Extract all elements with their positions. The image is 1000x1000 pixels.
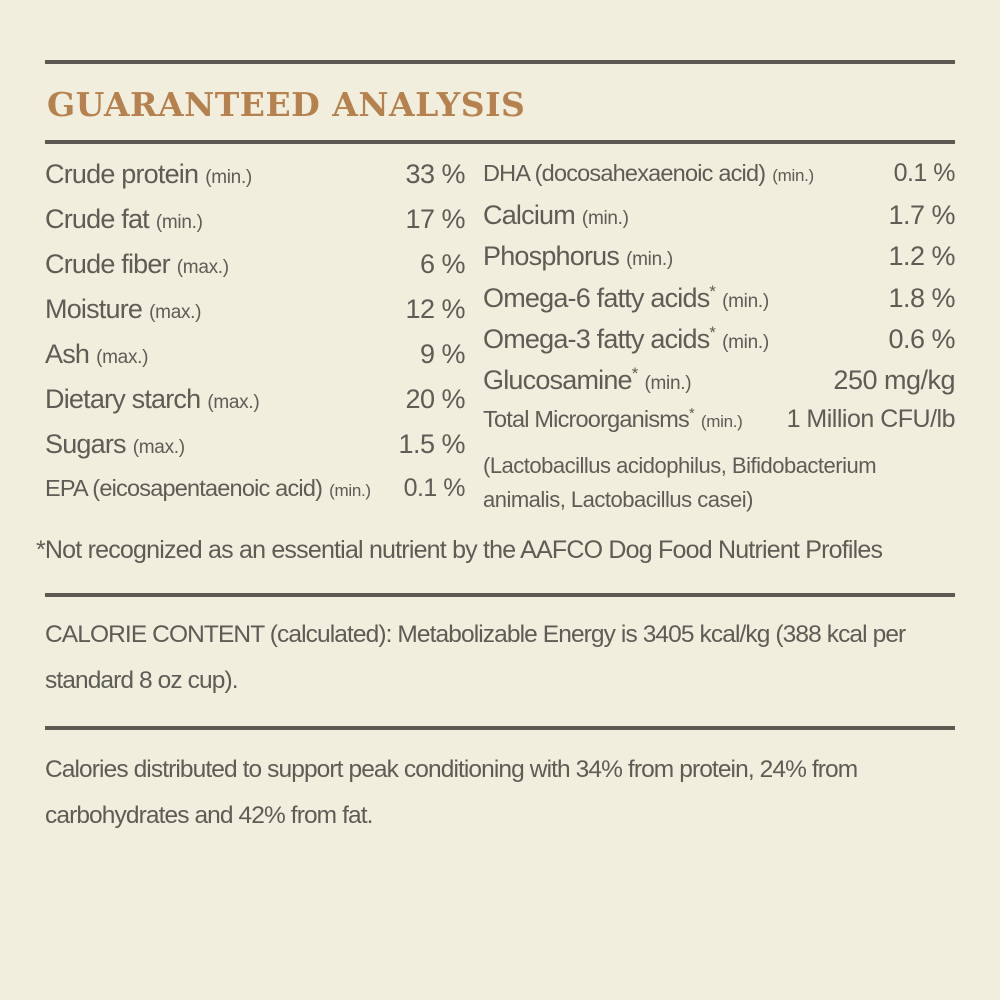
nutrient-label	[45, 429, 185, 460]
nutrient-row	[45, 429, 465, 474]
nutrient-value: 250 mg/kg	[833, 365, 955, 395]
nutrient-qualifier: (max.)	[132, 437, 185, 458]
nutrient-label	[483, 364, 691, 396]
nutrient-value: 0.1 %	[893, 159, 955, 187]
nutrient-name: EPA (eicosapentaenoic acid)	[45, 475, 323, 501]
nutrient-label	[483, 323, 769, 355]
footnote-asterisk-mark: *	[631, 364, 638, 383]
nutrient-value: 33 %	[405, 159, 465, 189]
nutrient-qualifier: (min.)	[700, 412, 743, 431]
calorie-divider	[45, 593, 955, 597]
nutrient-row	[483, 200, 955, 241]
nutrient-row	[45, 339, 465, 384]
nutrient-value: 1.7 %	[888, 200, 955, 230]
nutrient-qualifier: (min.)	[722, 291, 769, 312]
nutrient-qualifier: (min.)	[205, 167, 252, 188]
heading-divider	[45, 140, 955, 144]
nutrient-row	[45, 159, 465, 204]
nutrient-row	[483, 241, 955, 282]
nutrient-qualifier: (max.)	[149, 302, 202, 323]
nutrient-name: Omega-3 fatty acids*	[483, 323, 716, 354]
nutrient-value: 12 %	[405, 294, 465, 324]
nutrient-label	[45, 384, 259, 415]
nutrient-label	[45, 159, 252, 190]
nutrient-table	[45, 159, 955, 519]
footnote-asterisk-mark: *	[689, 406, 694, 423]
nutrient-label	[483, 406, 743, 433]
footnote-asterisk-mark: *	[709, 323, 716, 342]
calorie-distribution-text: Calories distributed to support peak conditioning with 34% from protein, 24% from carbohydrates and 42% from fat.	[45, 756, 858, 829]
nutrient-row	[45, 384, 465, 429]
nutrient-qualifier: (min.)	[155, 212, 203, 233]
nutrient-label	[45, 339, 148, 370]
nutrient-value: 1.5 %	[398, 429, 465, 459]
nutrient-value: 1.2 %	[888, 241, 955, 271]
nutrient-value: 0.1 %	[403, 474, 465, 502]
nutrient-value: 0.6 %	[888, 324, 955, 354]
nutrient-value: 20 %	[405, 384, 465, 414]
nutrient-name: Total Microorganisms*	[483, 406, 694, 432]
nutrient-note: (Lactobacillus acidophilus, Bifidobacterium animalis, Lactobacillus casei)	[483, 453, 877, 512]
nutrient-qualifier: (min.)	[329, 481, 371, 500]
nutrient-value: 6 %	[419, 249, 465, 279]
footnote-asterisk-mark: *	[709, 282, 716, 301]
nutrient-name: Calcium	[483, 200, 575, 230]
section-title: GUARANTEED ANALYSIS	[47, 85, 526, 124]
nutrient-label	[483, 241, 673, 272]
nutrient-row	[45, 294, 465, 339]
nutrient-column-right	[483, 159, 955, 519]
nutrient-value: 1 Million CFU/lb	[786, 405, 955, 433]
nutrient-qualifier: (min.)	[626, 249, 673, 270]
nutrient-row	[45, 474, 465, 519]
nutrient-name: Sugars	[45, 429, 126, 459]
nutrient-column-left	[45, 159, 465, 519]
nutrient-name: Crude protein	[45, 159, 199, 189]
nutrient-name: Ash	[45, 339, 90, 369]
nutrient-name: Dietary starch	[45, 384, 201, 414]
nutrient-label	[45, 475, 371, 502]
top-divider	[45, 60, 955, 64]
distribution-divider	[45, 726, 955, 730]
nutrient-name: Crude fiber	[45, 249, 170, 279]
nutrient-name: DHA (docosahexaenoic acid)	[483, 160, 766, 186]
nutrient-row	[483, 405, 955, 446]
nutrient-label	[483, 160, 814, 187]
nutrient-name: Phosphorus	[483, 241, 620, 271]
nutrient-name: Moisture	[45, 294, 143, 324]
nutrient-value: 9 %	[419, 339, 465, 369]
nutrient-qualifier: (max.)	[176, 257, 229, 278]
calorie-content-text: CALORIE CONTENT (calculated): Metabolizable Energy is 3405 kcal/kg (388 kcal per standard 8 oz cup).	[45, 621, 906, 694]
nutrient-label	[45, 249, 229, 280]
nutrient-value: 1.8 %	[888, 283, 955, 313]
nutrient-qualifier: (min.)	[772, 166, 814, 185]
nutrient-qualifier: (max.)	[96, 347, 149, 368]
nutrient-row	[483, 282, 955, 323]
nutrient-qualifier: (min.)	[581, 208, 629, 229]
aafco-footnote: *Not recognized as an essential nutrient by the AAFCO Dog Food Nutrient Profiles	[36, 536, 883, 564]
nutrient-label	[45, 204, 203, 235]
nutrient-row	[483, 364, 955, 405]
nutrient-value: 17 %	[405, 204, 465, 234]
nutrient-name: Crude fat	[45, 204, 149, 234]
nutrient-name: Omega-6 fatty acids*	[483, 282, 716, 313]
nutrient-name: Glucosamine*	[483, 364, 638, 395]
nutrient-qualifier: (min.)	[644, 373, 692, 394]
nutrient-row	[45, 204, 465, 249]
nutrient-label	[483, 282, 769, 314]
nutrient-qualifier: (min.)	[722, 332, 769, 353]
nutrient-qualifier: (max.)	[207, 392, 260, 413]
nutrient-row	[45, 249, 465, 294]
nutrient-row	[483, 323, 955, 364]
nutrient-label	[45, 294, 201, 325]
nutrient-label	[483, 200, 629, 231]
nutrient-row	[483, 159, 955, 200]
